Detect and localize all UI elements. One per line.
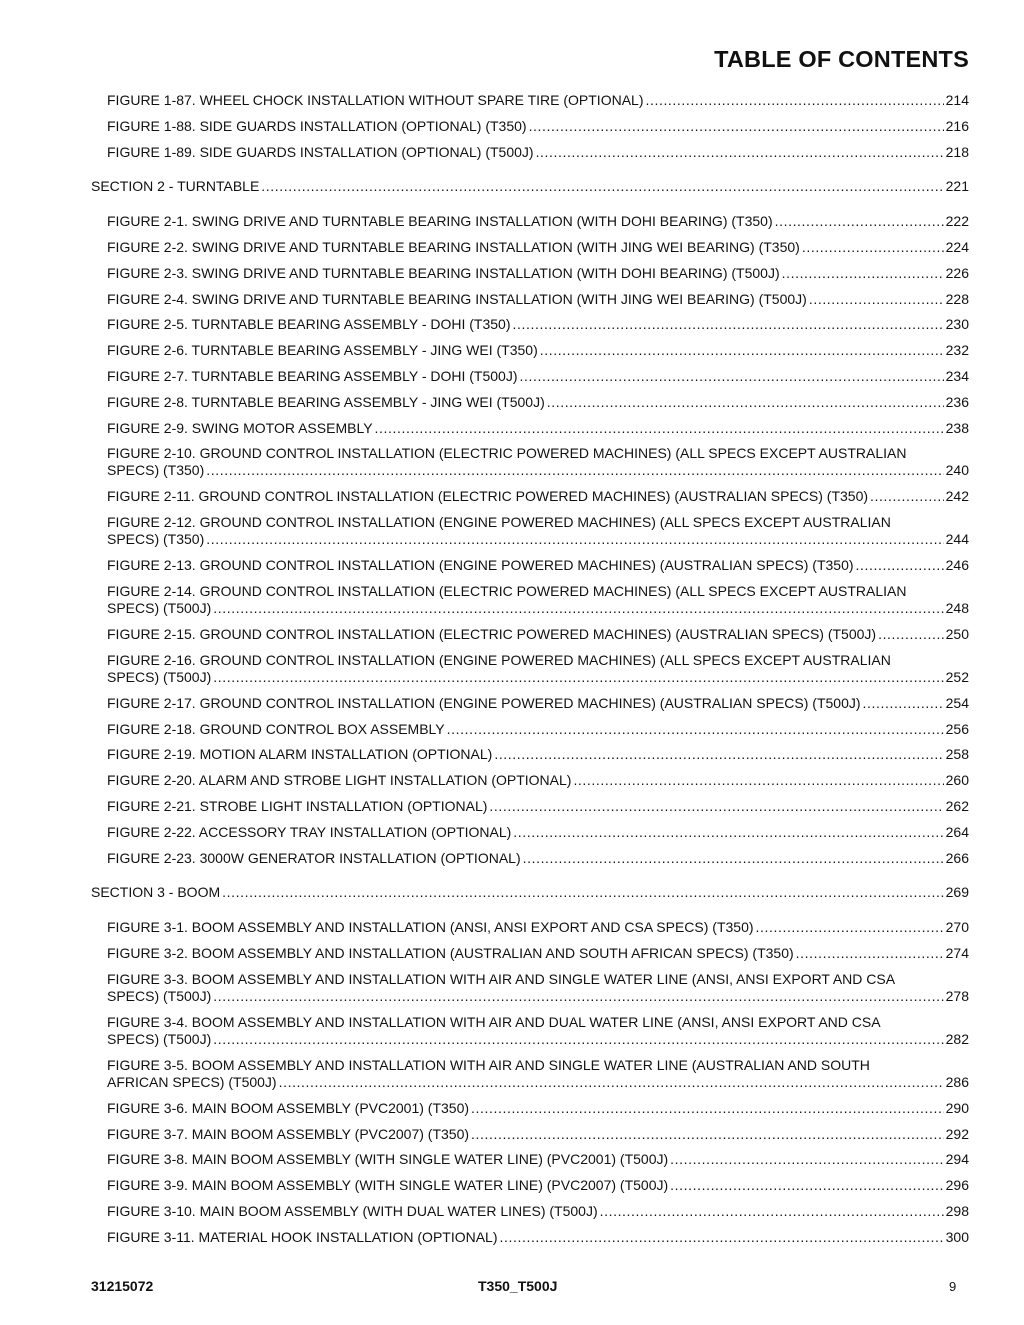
dot-leader (375, 420, 944, 437)
dot-leader (809, 291, 944, 308)
dot-leader (206, 531, 943, 548)
dot-leader (213, 988, 943, 1005)
toc-page-number: 258 (945, 746, 969, 763)
toc-page-number: 292 (945, 1125, 969, 1142)
toc-page-number: 224 (945, 239, 969, 255)
dot-leader (261, 178, 943, 195)
dot-leader (520, 368, 944, 385)
toc-page-number: 282 (945, 1030, 969, 1047)
toc-page-number: 274 (945, 945, 969, 961)
toc-entry-title: FIGURE 3-8. MAIN BOOM ASSEMBLY (WITH SINGLE WATER LINE) (PVC2001) (T500J) (107, 1151, 669, 1168)
toc-entry-title: FIGURE 2-6. TURNTABLE BEARING ASSEMBLY - JING WEI (T350) (107, 342, 538, 359)
toc-entry-title: SECTION 2 - TURNTABLE (91, 178, 260, 195)
toc-page-number: 240 (945, 462, 969, 479)
toc-entry-title: FIGURE 3-6. MAIN BOOM ASSEMBLY (PVC2001) (T350) (107, 1099, 470, 1116)
toc-page-number: 248 (945, 600, 969, 616)
dot-leader (870, 488, 944, 505)
toc-entry-title: FIGURE 2-5. TURNTABLE BEARING ASSEMBLY - DOHI (T350) (107, 316, 511, 333)
toc-page-number: 234 (945, 368, 969, 384)
toc-page-number: 270 (945, 919, 969, 936)
toc-entry-title-continued: SPECS) (T500J) (107, 600, 212, 616)
toc-page-number: 254 (945, 694, 969, 711)
dot-leader (222, 884, 944, 901)
dot-leader (206, 462, 943, 479)
toc-entry-title-continued: SPECS) (T500J) (107, 987, 212, 1004)
toc-entry-title: FIGURE 2-17. GROUND CONTROL INSTALLATION (ENGINE POWERED MACHINES) (AUSTRALIAN SPECS) (T500J) (107, 694, 861, 711)
dot-leader (775, 213, 944, 230)
toc-entry-title-continued: SPECS) (T500J) (107, 668, 212, 685)
toc-entry-title: FIGURE 2-23. 3000W GENERATOR INSTALLATION (OPTIONAL) (107, 849, 521, 866)
toc-entry-title: FIGURE 3-7. MAIN BOOM ASSEMBLY (PVC2007) (T350) (107, 1125, 470, 1142)
dot-leader (540, 342, 944, 359)
toc-page-number: 294 (945, 1151, 969, 1168)
dot-leader (573, 772, 943, 789)
toc-page-number: 228 (945, 290, 969, 307)
toc-entry-title-continued: SPECS) (T350) (107, 462, 205, 479)
dot-leader (489, 798, 943, 815)
dot-leader (796, 945, 944, 962)
toc-entry-title: FIGURE 2-2. SWING DRIVE AND TURNTABLE BEARING INSTALLATION (WITH JING WEI BEARING) (T350) (107, 239, 800, 255)
toc-page-number: 290 (945, 1099, 969, 1116)
toc-entry-title: FIGURE 2-18. GROUND CONTROL BOX ASSEMBLY (107, 720, 445, 737)
dot-leader (600, 1203, 944, 1220)
toc-page-number: 266 (945, 849, 969, 866)
dot-leader (670, 1151, 943, 1168)
toc-page-number: 221 (945, 178, 969, 195)
dot-leader (536, 144, 944, 161)
toc-entry-title: FIGURE 2-4. SWING DRIVE AND TURNTABLE BEARING INSTALLATION (WITH JING WEI BEARING) (T500J) (107, 290, 807, 307)
toc-page-number: 298 (945, 1203, 969, 1219)
dot-leader (213, 600, 943, 617)
dot-leader (513, 824, 943, 841)
dot-leader (279, 1074, 944, 1091)
dot-leader (645, 92, 943, 109)
toc-page-number: 236 (945, 393, 969, 410)
toc-page-number: 218 (945, 143, 969, 160)
toc-entry-title-continued: AFRICAN SPECS) (T500J) (107, 1073, 277, 1090)
toc-entry-title: FIGURE 2-13. GROUND CONTROL INSTALLATION (ENGINE POWERED MACHINES) (AUSTRALIAN SPECS) (T350) (107, 557, 854, 574)
dot-leader (213, 1031, 943, 1048)
dot-leader (471, 1100, 944, 1117)
dot-leader (447, 721, 944, 738)
dot-leader (878, 626, 944, 643)
toc-entry-title: FIGURE 1-88. SIDE GUARDS INSTALLATION (OPTIONAL) (T350) (107, 117, 527, 134)
dot-leader (523, 850, 944, 867)
toc-entry-title: FIGURE 2-10. GROUND CONTROL INSTALLATION (ELECTRIC POWERED MACHINES) (ALL SPECS EXCEPT AUSTRALIAN (107, 445, 907, 462)
dot-leader (500, 1229, 944, 1246)
toc-entry-title: FIGURE 2-15. GROUND CONTROL INSTALLATION (ELECTRIC POWERED MACHINES) (AUSTRALIAN SPECS) (T500J) (107, 626, 877, 642)
toc-entry-title: FIGURE 1-87. WHEEL CHOCK INSTALLATION WITHOUT SPARE TIRE (OPTIONAL) (107, 92, 644, 108)
footer-model: T350_T500J (478, 1278, 558, 1294)
toc-entry-title: FIGURE 2-8. TURNTABLE BEARING ASSEMBLY - JING WEI (T500J) (107, 393, 545, 410)
toc-entry-title: FIGURE 3-3. BOOM ASSEMBLY AND INSTALLATION WITH AIR AND SINGLE WATER LINE (ANSI, ANSI EXPORT AND CSA (107, 970, 896, 987)
toc-page-number: 242 (945, 488, 969, 505)
toc-page-number: 278 (945, 987, 969, 1004)
toc-entry-title: FIGURE 3-5. BOOM ASSEMBLY AND INSTALLATION WITH AIR AND SINGLE WATER LINE (AUSTRALIAN AND SOUTH (107, 1056, 870, 1073)
toc-entry-title: FIGURE 2-1. SWING DRIVE AND TURNTABLE BEARING INSTALLATION (WITH DOHI BEARING) (T350) (107, 213, 773, 230)
toc-entry-title: FIGURE 1-89. SIDE GUARDS INSTALLATION (OPTIONAL) (T500J) (107, 143, 534, 160)
toc-page-number: 226 (945, 264, 969, 281)
toc-page-number: 260 (945, 772, 969, 789)
dot-leader (782, 265, 944, 282)
toc-page-number: 252 (945, 668, 969, 685)
dot-leader (494, 746, 943, 763)
toc-entry-title: FIGURE 2-11. GROUND CONTROL INSTALLATION (ELECTRIC POWERED MACHINES) (AUSTRALIAN SPECS) (T350) (107, 488, 869, 505)
footer-document-number: 31215072 (91, 1278, 154, 1294)
toc-entry-title-continued: SPECS) (T500J) (107, 1030, 212, 1047)
toc-page-number: 232 (945, 342, 969, 359)
dot-leader (547, 394, 944, 411)
toc-entry-title: FIGURE 2-12. GROUND CONTROL INSTALLATION (ENGINE POWERED MACHINES) (ALL SPECS EXCEPT AUSTRALIAN (107, 514, 891, 531)
toc-entry-title: FIGURE 3-11. MATERIAL HOOK INSTALLATION (OPTIONAL) (107, 1228, 498, 1245)
toc-page-number: 264 (945, 823, 969, 840)
page-title: TABLE OF CONTENTS (714, 46, 969, 72)
toc-page-number: 244 (945, 531, 969, 548)
toc-entry-title: SECTION 3 - BOOM (91, 884, 221, 901)
toc-page-number: 286 (945, 1073, 969, 1090)
toc-entry-title: FIGURE 2-14. GROUND CONTROL INSTALLATION (ELECTRIC POWERED MACHINES) (ALL SPECS EXCEPT AUSTRALIAN (107, 583, 907, 599)
dot-leader (802, 239, 944, 256)
dot-leader (471, 1126, 944, 1143)
toc-page-number: 214 (945, 92, 969, 108)
dot-leader (756, 919, 944, 936)
toc-entry-title: FIGURE 3-10. MAIN BOOM ASSEMBLY (WITH DUAL WATER LINES) (T500J) (107, 1203, 598, 1219)
toc-page-number: 300 (945, 1228, 969, 1245)
toc-entry-title: FIGURE 3-2. BOOM ASSEMBLY AND INSTALLATION (AUSTRALIAN AND SOUTH AFRICAN SPECS) (T350) (107, 945, 794, 961)
footer-page-number: 9 (949, 1279, 957, 1294)
toc-page-number: 296 (945, 1177, 969, 1194)
dot-leader (513, 316, 944, 333)
toc-entry-title: FIGURE 2-16. GROUND CONTROL INSTALLATION (ENGINE POWERED MACHINES) (ALL SPECS EXCEPT AUSTRALIAN (107, 651, 891, 668)
toc-entry-title: FIGURE 3-9. MAIN BOOM ASSEMBLY (WITH SINGLE WATER LINE) (PVC2007) (T500J) (107, 1177, 669, 1194)
toc-entry-title: FIGURE 2-19. MOTION ALARM INSTALLATION (OPTIONAL) (107, 746, 493, 763)
dot-leader (863, 695, 944, 712)
toc-page-number: 256 (945, 720, 969, 737)
toc-entry-title: FIGURE 2-7. TURNTABLE BEARING ASSEMBLY - DOHI (T500J) (107, 368, 518, 384)
toc-page-number: 216 (945, 117, 969, 134)
toc-entry-title: FIGURE 2-3. SWING DRIVE AND TURNTABLE BEARING INSTALLATION (WITH DOHI BEARING) (T500J) (107, 264, 780, 281)
toc-page-number: 230 (945, 316, 969, 333)
toc-entry-title: FIGURE 2-9. SWING MOTOR ASSEMBLY (107, 419, 373, 436)
toc-entry-title: FIGURE 2-22. ACCESSORY TRAY INSTALLATION (OPTIONAL) (107, 823, 512, 840)
toc-entry-title: FIGURE 3-4. BOOM ASSEMBLY AND INSTALLATION WITH AIR AND DUAL WATER LINE (ANSI, ANSI EXPORT AND CSA (107, 1013, 881, 1030)
toc-page-number: 246 (945, 557, 969, 574)
dot-leader (213, 669, 943, 686)
toc-page-number: 250 (945, 626, 969, 642)
toc-entry-title: FIGURE 2-21. STROBE LIGHT INSTALLATION (OPTIONAL) (107, 798, 488, 814)
toc-page-number: 262 (945, 798, 969, 814)
toc-entry-title: FIGURE 2-20. ALARM AND STROBE LIGHT INSTALLATION (OPTIONAL) (107, 772, 572, 789)
toc-entry-title: FIGURE 3-1. BOOM ASSEMBLY AND INSTALLATION (ANSI, ANSI EXPORT AND CSA SPECS) (T350) (107, 919, 754, 936)
toc-page-number: 222 (945, 213, 969, 230)
toc-page-number: 238 (945, 419, 969, 436)
toc-entry-title-continued: SPECS) (T350) (107, 531, 205, 548)
toc-page-number: 269 (945, 884, 969, 901)
dot-leader (529, 118, 944, 135)
dot-leader (670, 1177, 943, 1194)
dot-leader (856, 557, 944, 574)
